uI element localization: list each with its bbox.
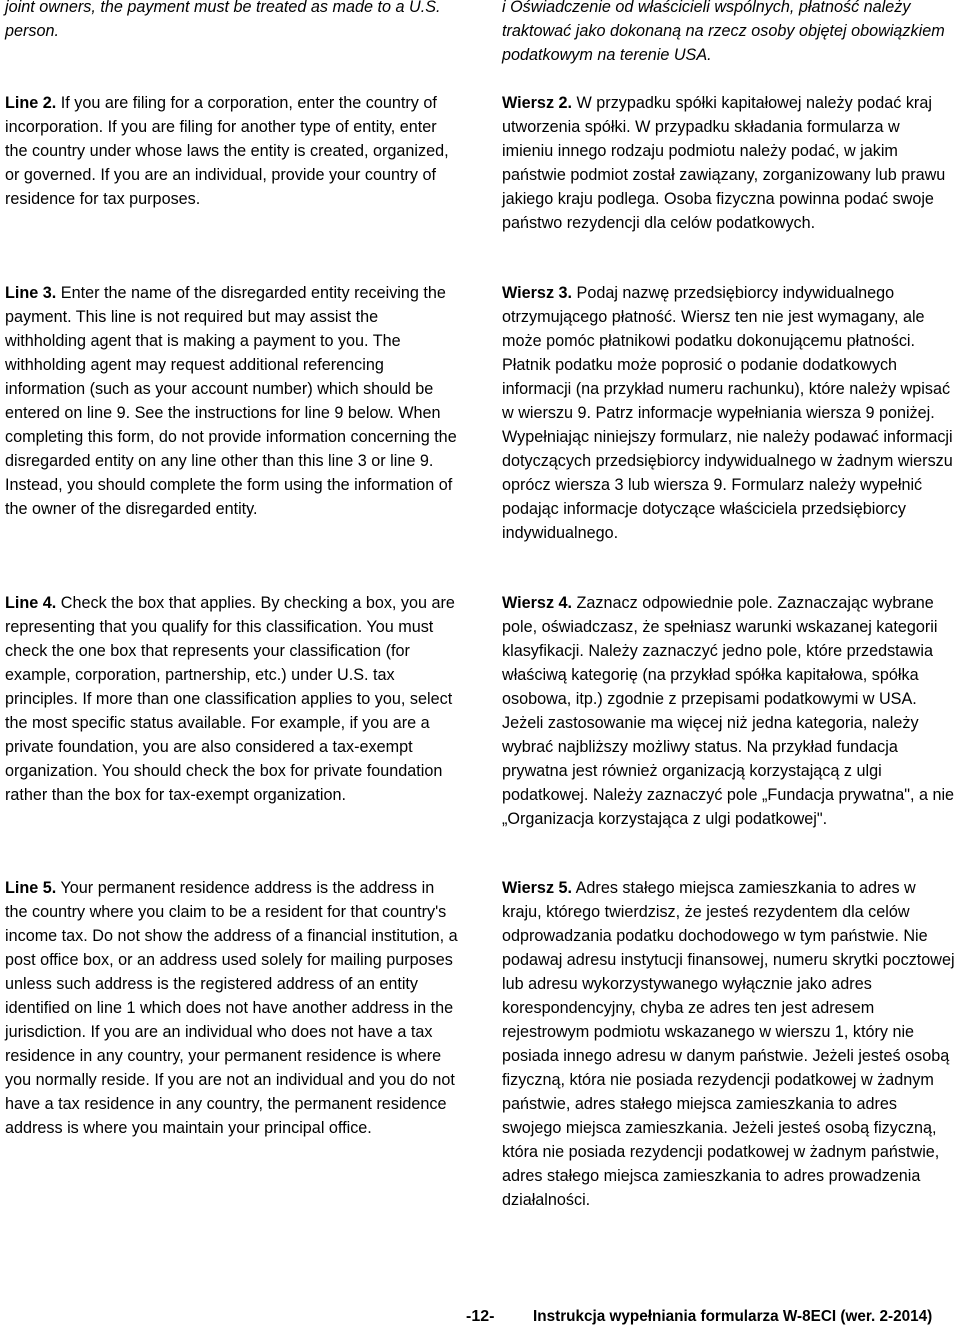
wiersz-4-text: Zaznacz odpowiednie pole. Zaznaczając wybrane pole, oświadczasz, że spełniasz warunki wskazanej kategorii klasyfikacji. Należy zaznaczyć jedno pole, które przedstawia właściwą kategorię (na przykład spółka kapitałowa, spółka osobowa, itp.) zgodnie z przepisami podatkowymi w USA. Jeżeli zastosowanie ma więcej niż jedna kategoria, należy wybrać najbliższy możliwy status. Na przykład fundacja prywatna jest również organizacją korzystającą z ulgi podatkowej. Należy zaznaczyć pole „Fundacja prywatna", a nie „Organizacja korzystająca z ulgi podatkowej". — [502, 594, 955, 828]
line-5-text: Your permanent residence address is the address in the country where you claim to be a resident for that country's income tax. Do not show the address of a financial institution, a post office box, or an address used solely for mailing purposes unless such address is the registered address of an entity identified on line 1 which does not have another address in the jurisdiction. If you are an individual who does not have a tax residence in any country, your permanent residence is where you normally reside. If you are not an individual and you do not have a tax residence in any country, the permanent residence address is where you maintain your principal office. — [5, 879, 458, 1137]
page-footer — [0, 1308, 960, 1330]
line-4-label: Line 4. — [5, 594, 57, 612]
line-3-text: Enter the name of the disregarded entity receiving the payment. This line is not required but may assist the withholding agent that is making a payment to you. The withholding agent may request additional referencing information (such as your account number) which should be entered on line 9. See the instructions for line 9 below. When completing this form, do not provide information concerning the disregarded entity on any line other than this line 3 or line 9. Instead, you should complete the form using the information of the owner of the disregarded entity. — [5, 284, 457, 518]
polish-wiersz-3 — [502, 281, 955, 545]
document-title: Instrukcja wypełniania formularza W-8ECI (wer. 2-2014) — [533, 1308, 933, 1325]
wiersz-2-label: Wiersz 2. — [502, 94, 573, 112]
line-4-text: Check the box that applies. By checking a box, you are representing that you qualify for this classification. You must check the one box that represents your classification (for example, corporation, partnership, etc.) under U.S. tax principles. If more than one classification applies to you, select the most specific status available. For example, if you are a private foundation, you are also considered a tax-exempt organization. You should check the box for private foundation rather than the box for tax-exempt organization. — [5, 594, 455, 804]
wiersz-5-text: Adres stałego miejsca zamieszkania to adres w kraju, którego twierdzisz, że jesteś rezydentem dla celów odprowadzania podatku dochodowego w tym państwie. Nie podawaj adresu instytucji finansowej, numeru skrytki pocztowej lub adresu wykorzystywanego wyłącznie jako adres korespondencyjny, chyba ze adres ten jest adresem rejestrowym podmiotu wskazanego w wierszu 1, który nie posiada innego adresu w danym państwie. Jeżeli jesteś osobą fizyczną, która nie posiada rezydencji podatkowej w żadnym państwie, adres stałego miejsca zamieszkania to adres swojego miejsca zamieszkania. Jeżeli jesteś osobą fizyczną, która nie posiada rezydencji podatkowej w żadnym państwie, adres stałego miejsca zamieszkania to adres prowadzenia działalności. — [502, 879, 955, 1209]
english-line-2 — [5, 91, 460, 211]
wiersz-5-label: Wiersz 5. — [502, 879, 573, 897]
wiersz-4-label: Wiersz 4. — [502, 594, 573, 612]
wiersz-3-label: Wiersz 3. — [502, 284, 573, 302]
wiersz-2-text: W przypadku spółki kapitałowej należy podać kraj utworzenia spółki. W przypadku składania formularza w imieniu innego rodzaju podmiotu należy podać, w jakim państwie podmiot został zawiązany, zorganizowany lub prawu jakiego kraju podlega. Osoba fizyczna powinna podać swoje państwo rezydencji dla celów podatkowych. — [502, 94, 946, 232]
line-3-label: Line 3. — [5, 284, 57, 302]
polish-intro: i Oświadczenie od właścicieli wspólnych, płatność należy traktować jako dokonaną na rzecz osoby objętej obowiązkiem podatkowym na terenie USA. — [502, 0, 945, 64]
line-5-label: Line 5. — [5, 879, 57, 897]
line-2-label: Line 2. — [5, 94, 57, 112]
page-number: -12- — [466, 1308, 495, 1325]
line-2-text: If you are filing for a corporation, enter the country of incorporation. If you are filing for another type of entity, enter the country under whose laws the entity is created, organized, or governed. If you are an individual, provide your country of residence for tax purposes. — [5, 94, 449, 208]
polish-wiersz-4 — [502, 591, 955, 831]
english-line-3 — [5, 281, 460, 521]
english-intro: joint owners, the payment must be treated as made to a U.S. person. — [5, 0, 441, 40]
english-line-5 — [5, 876, 460, 1140]
wiersz-3-text: Podaj nazwę przedsiębiorcy indywidualnego otrzymującego płatność. Wiersz ten nie jest wymagany, ale może pomóc płatnikowi podatku dokonującemu płatności. Płatnik podatku może poprosić o podanie dodatkowych informacji (na przykład numeru rachunku), które należy wpisać w wierszu 9. Patrz informacje wypełniania wiersza 9 poniżej. Wypełniając niniejszy formularz, nie należy podawać informacji dotyczących przedsiębiorcy indywidualnego w żadnym wierszu oprócz wiersza 3 lub wiersza 9. Formularz należy wypełnić podając informacje dotyczące właściciela przedsiębiorcy indywidualnego. — [502, 284, 953, 542]
polish-wiersz-2 — [502, 91, 955, 235]
english-line-4 — [5, 591, 460, 807]
polish-wiersz-5 — [502, 876, 955, 1212]
